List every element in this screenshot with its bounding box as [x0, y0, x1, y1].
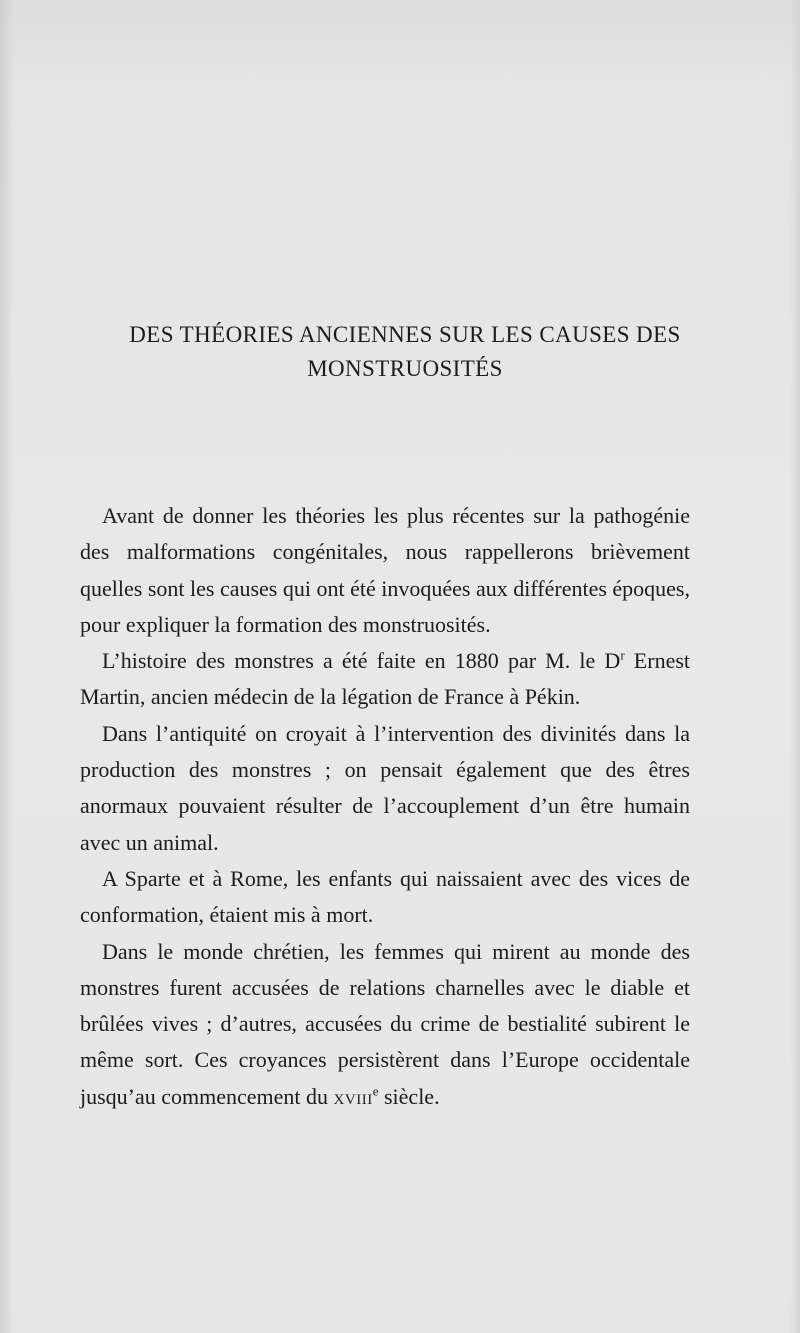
paragraph-1: Avant de donner les théories les plus récentes sur la pathogénie des malformations congénitales, nous rappellerons brièvement quelles sont les causes qui ont été invoquées aux différentes époques, pour expliquer la formation des monstruosités.	[80, 503, 690, 637]
paragraph-5-text-b: siècle.	[378, 1083, 440, 1109]
page-edge-shadow-left	[0, 0, 14, 1333]
paragraph-2-text-a: L’histoire des monstres a été faite en 1880 par M. le D	[102, 648, 621, 674]
chapter-title	[60, 318, 750, 386]
paragraph-3: Dans l’antiquité on croyait à l’intervention des divinités dans la production des monstres ; on pensait également que des êtres anormaux pouvaient résulter de l’accouplement d’un être humain avec un animal.	[80, 720, 690, 855]
body-text	[80, 498, 690, 1115]
paragraph-5	[80, 934, 690, 1115]
chapter-title-line-2: MONSTRUOSITÉS	[307, 356, 503, 381]
doctor-abbrev-superscript: r	[620, 647, 625, 663]
century-numeral: xviii	[333, 1083, 373, 1109]
chapter-title-line-1: DES THÉORIES ANCIENNES SUR LES CAUSES DES	[129, 322, 681, 347]
paragraph-4: A Sparte et à Rome, les enfants qui naissaient avec des vices de conformation, étaient mis à mort.	[80, 865, 690, 928]
paragraph-5-text-a: Dans le monde chrétien, les femmes qui mirent au monde des monstres furent accusées de relations charnelles avec le diable et brûlées vives ; d’autres, accusées du crime de bestialité subirent le même sort. Ces croyances persistèrent dans l’Europe occidentale jusqu’au commencement du	[80, 938, 690, 1109]
paragraph-2-text-b: Ernest Martin, ancien médecin de la légation de France à Pékin.	[80, 648, 691, 710]
paragraph-2	[80, 643, 690, 716]
century-superscript: e	[372, 1083, 379, 1099]
page-edge-shadow-right	[790, 0, 800, 1333]
